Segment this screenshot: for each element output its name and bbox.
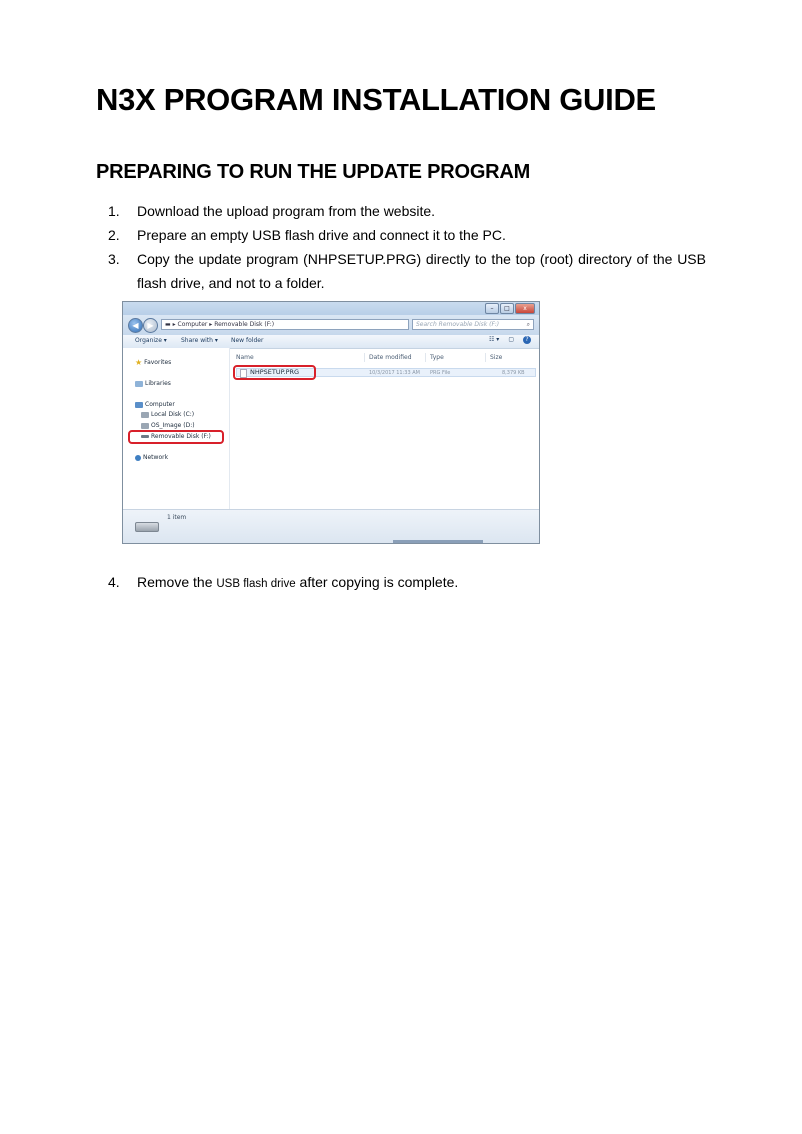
address-bar[interactable] [161, 319, 409, 330]
step-text: Copy the update program (NHPSETUP.PRG) directly to the top (root) directory of the USB flash drive, and not to a folder. [137, 251, 706, 291]
column-divider [425, 353, 426, 362]
drive-icon [141, 412, 149, 418]
sidebar-item-local-disk[interactable] [141, 411, 194, 418]
column-header-name[interactable]: Name [236, 354, 254, 361]
explorer-screenshot [122, 301, 540, 544]
column-header-date[interactable]: Date modified [369, 354, 412, 361]
step-number: 4. [108, 574, 120, 590]
libraries-icon [135, 381, 143, 387]
file-name[interactable]: NHPSETUP.PRG [250, 368, 300, 376]
sidebar-item-computer[interactable] [135, 401, 175, 408]
help-icon[interactable]: ? [523, 336, 531, 344]
sidebar-item-favorites[interactable] [135, 358, 171, 367]
network-icon [135, 455, 141, 461]
steps-list [108, 199, 706, 295]
breadcrumb-computer[interactable]: Computer [177, 321, 208, 328]
step-text-start: Remove the [137, 574, 217, 590]
sidebar-item-label: Libraries [145, 380, 171, 387]
breadcrumb-separator: ▸ [209, 321, 213, 328]
highlight-file [233, 365, 316, 380]
sidebar-item-label: Network [143, 454, 169, 461]
sidebar-item-label: Favorites [144, 359, 172, 366]
page-title: N3X PROGRAM INSTALLATION GUIDE [96, 82, 656, 117]
column-header-type[interactable]: Type [430, 354, 444, 361]
file-size: 8,379 KB [502, 370, 525, 376]
details-pane [123, 509, 539, 543]
view-options-icon[interactable]: ☷ ▾ [489, 336, 500, 343]
maximize-button[interactable]: □ [500, 303, 514, 314]
step-text: Prepare an empty USB flash drive and connect it to the PC. [137, 227, 506, 243]
section-heading: PREPARING TO RUN THE UPDATE PROGRAM [96, 161, 531, 183]
file-list [230, 348, 539, 511]
step-text-small: USB flash drive [216, 578, 296, 590]
new-folder-button[interactable]: New folder [231, 337, 264, 344]
search-placeholder: Search Removable Disk (F:) [416, 321, 500, 328]
explorer-toolbar [123, 335, 539, 349]
preview-pane-icon[interactable]: ▢ [508, 336, 514, 343]
star-icon: ★ [135, 358, 143, 367]
sidebar-item-network[interactable] [135, 454, 168, 461]
sidebar-item-label: OS_Image (D:) [151, 422, 195, 429]
breadcrumb-removable-disk[interactable]: Removable Disk (F:) [214, 321, 275, 328]
search-icon: ⌕ [526, 321, 530, 328]
list-item [108, 223, 706, 247]
file-type: PRG File [430, 370, 451, 376]
share-with-button[interactable]: Share with ▾ [181, 337, 218, 344]
step-number: 1. [108, 203, 120, 219]
file-date: 10/3/2017 11:33 AM [369, 370, 420, 376]
step-text: Download the upload program from the website. [137, 203, 436, 219]
item-count: 1 item [167, 514, 187, 521]
forward-arrow-icon[interactable]: ▶ [143, 318, 158, 333]
sidebar-item-label: Removable Disk (F:) [151, 433, 211, 440]
usb-drive-icon [135, 522, 159, 532]
sidebar-item-label: Local Disk (C:) [151, 411, 195, 418]
drive-icon [141, 423, 149, 429]
back-arrow-icon[interactable]: ◀ [128, 318, 143, 333]
folder-icon: ▬ [165, 321, 171, 328]
list-item [108, 570, 706, 596]
computer-icon [135, 402, 143, 408]
organize-button[interactable]: Organize ▾ [135, 337, 167, 344]
address-row [123, 315, 539, 335]
list-item [108, 247, 706, 295]
column-divider [485, 353, 486, 362]
step-text-end: after copying is complete. [295, 574, 459, 590]
resize-bar [393, 540, 483, 543]
highlight-removable-disk [128, 430, 224, 444]
column-divider [364, 353, 365, 362]
sidebar-item-libraries[interactable] [135, 380, 171, 387]
navigation-pane [123, 348, 230, 511]
column-header-size[interactable]: Size [490, 354, 503, 361]
breadcrumb-separator: ▸ [172, 321, 176, 328]
minimize-button[interactable]: – [485, 303, 499, 314]
search-input[interactable] [412, 319, 534, 330]
list-item [108, 199, 706, 223]
close-button[interactable]: x [515, 303, 535, 314]
step-number: 2. [108, 227, 120, 243]
window-titlebar [123, 302, 539, 315]
step-number: 3. [108, 251, 120, 267]
sidebar-item-label: Computer [145, 401, 175, 408]
sidebar-item-os-image[interactable] [141, 422, 195, 429]
